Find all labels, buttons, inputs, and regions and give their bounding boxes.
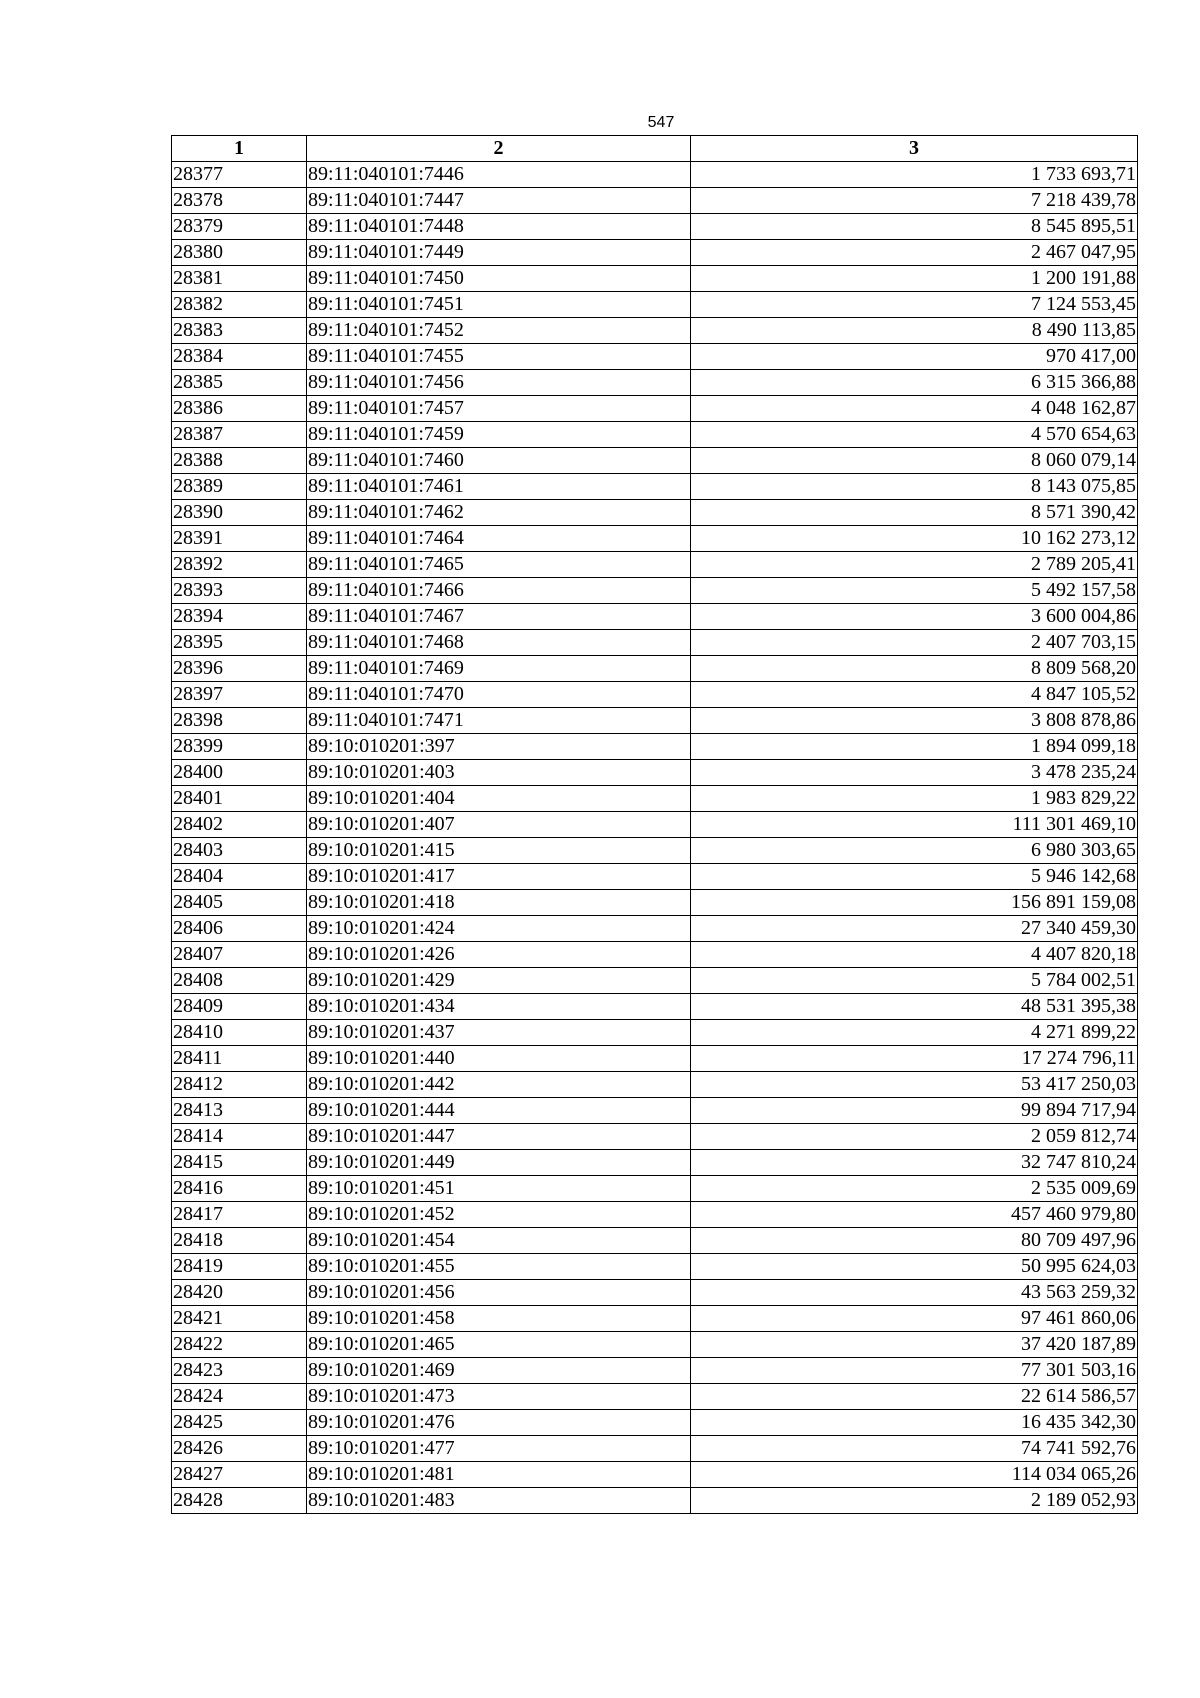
table-row [172,994,1138,1020]
table-row [172,526,1138,552]
cadastral-number-cell: 89:11:040101:7470 [307,682,691,708]
value-cell: 6 980 303,65 [691,838,1138,864]
table-row [172,1410,1138,1436]
value-cell: 10 162 273,12 [691,526,1138,552]
row-number-cell: 28420 [172,1280,307,1306]
table-row [172,1488,1138,1514]
value-cell: 2 059 812,74 [691,1124,1138,1150]
row-number-cell: 28378 [172,188,307,214]
page-number: 547 [647,114,675,131]
cadastral-number-cell: 89:11:040101:7456 [307,370,691,396]
table-body [172,162,1138,1514]
table-row [172,968,1138,994]
row-number-cell: 28417 [172,1202,307,1228]
table-header [172,136,1138,162]
row-number-cell: 28393 [172,578,307,604]
row-number-cell: 28425 [172,1410,307,1436]
table-row [172,1280,1138,1306]
table-row [172,422,1138,448]
row-number-cell: 28416 [172,1176,307,1202]
table-row [172,1098,1138,1124]
row-number-cell: 28379 [172,214,307,240]
cadastral-number-cell: 89:10:010201:469 [307,1358,691,1384]
row-number-cell: 28403 [172,838,307,864]
cadastral-number-cell: 89:10:010201:404 [307,786,691,812]
value-cell: 7 124 553,45 [691,292,1138,318]
row-number-cell: 28392 [172,552,307,578]
row-number-cell: 28382 [172,292,307,318]
row-number-cell: 28407 [172,942,307,968]
value-cell: 32 747 810,24 [691,1150,1138,1176]
cadastral-number-cell: 89:11:040101:7452 [307,318,691,344]
cadastral-number-cell: 89:11:040101:7459 [307,422,691,448]
cadastral-number-cell: 89:11:040101:7462 [307,500,691,526]
value-cell: 8 143 075,85 [691,474,1138,500]
value-cell: 111 301 469,10 [691,812,1138,838]
value-cell: 2 535 009,69 [691,1176,1138,1202]
value-cell: 50 995 624,03 [691,1254,1138,1280]
value-cell: 114 034 065,26 [691,1462,1138,1488]
cadastral-number-cell: 89:11:040101:7457 [307,396,691,422]
value-cell: 8 571 390,42 [691,500,1138,526]
cadastral-number-cell: 89:10:010201:440 [307,1046,691,1072]
table-row [172,552,1138,578]
value-cell: 99 894 717,94 [691,1098,1138,1124]
value-cell: 16 435 342,30 [691,1410,1138,1436]
cadastral-number-cell: 89:10:010201:481 [307,1462,691,1488]
table-row [172,734,1138,760]
cadastral-number-cell: 89:11:040101:7461 [307,474,691,500]
row-number-cell: 28428 [172,1488,307,1514]
cadastral-number-cell: 89:11:040101:7455 [307,344,691,370]
table-row [172,1202,1138,1228]
value-cell: 97 461 860,06 [691,1306,1138,1332]
row-number-cell: 28390 [172,500,307,526]
cadastral-number-cell: 89:10:010201:447 [307,1124,691,1150]
column-header-3: 3 [691,136,1138,162]
cadastral-number-cell: 89:10:010201:456 [307,1280,691,1306]
row-number-cell: 28413 [172,1098,307,1124]
value-cell: 4 570 654,63 [691,422,1138,448]
row-number-cell: 28383 [172,318,307,344]
value-cell: 8 809 568,20 [691,656,1138,682]
value-cell: 4 048 162,87 [691,396,1138,422]
cadastral-number-cell: 89:10:010201:451 [307,1176,691,1202]
value-cell: 2 189 052,93 [691,1488,1138,1514]
row-number-cell: 28385 [172,370,307,396]
table-row [172,1332,1138,1358]
value-cell: 7 218 439,78 [691,188,1138,214]
value-cell: 4 271 899,22 [691,1020,1138,1046]
cadastral-number-cell: 89:10:010201:417 [307,864,691,890]
value-cell: 1 200 191,88 [691,266,1138,292]
data-table [171,135,1138,1514]
value-cell: 3 600 004,86 [691,604,1138,630]
value-cell: 8 060 079,14 [691,448,1138,474]
row-number-cell: 28409 [172,994,307,1020]
cadastral-number-cell: 89:11:040101:7449 [307,240,691,266]
cadastral-number-cell: 89:10:010201:434 [307,994,691,1020]
table-row [172,786,1138,812]
row-number-cell: 28388 [172,448,307,474]
value-cell: 4 847 105,52 [691,682,1138,708]
table-row [172,1306,1138,1332]
row-number-cell: 28395 [172,630,307,656]
row-number-cell: 28400 [172,760,307,786]
value-cell: 5 946 142,68 [691,864,1138,890]
column-header-1: 1 [172,136,307,162]
cadastral-number-cell: 89:10:010201:455 [307,1254,691,1280]
table-row [172,344,1138,370]
value-cell: 74 741 592,76 [691,1436,1138,1462]
table-row [172,864,1138,890]
table-row [172,1254,1138,1280]
row-number-cell: 28410 [172,1020,307,1046]
table-row [172,214,1138,240]
table-row [172,474,1138,500]
table-row [172,1358,1138,1384]
table-row [172,1150,1138,1176]
row-number-cell: 28401 [172,786,307,812]
row-number-cell: 28426 [172,1436,307,1462]
value-cell: 1 894 099,18 [691,734,1138,760]
table-row [172,318,1138,344]
table-row [172,708,1138,734]
row-number-cell: 28411 [172,1046,307,1072]
table-row [172,266,1138,292]
cadastral-number-cell: 89:10:010201:437 [307,1020,691,1046]
row-number-cell: 28415 [172,1150,307,1176]
cadastral-number-cell: 89:10:010201:477 [307,1436,691,1462]
value-cell: 80 709 497,96 [691,1228,1138,1254]
value-cell: 43 563 259,32 [691,1280,1138,1306]
value-cell: 48 531 395,38 [691,994,1138,1020]
value-cell: 22 614 586,57 [691,1384,1138,1410]
value-cell: 156 891 159,08 [691,890,1138,916]
table-row [172,890,1138,916]
table-row [172,838,1138,864]
value-cell: 1 983 829,22 [691,786,1138,812]
value-cell: 37 420 187,89 [691,1332,1138,1358]
value-cell: 1 733 693,71 [691,162,1138,188]
row-number-cell: 28418 [172,1228,307,1254]
value-cell: 5 492 157,58 [691,578,1138,604]
table-row [172,630,1138,656]
cadastral-number-cell: 89:11:040101:7471 [307,708,691,734]
row-number-cell: 28387 [172,422,307,448]
cadastral-number-cell: 89:10:010201:476 [307,1410,691,1436]
cadastral-number-cell: 89:10:010201:452 [307,1202,691,1228]
row-number-cell: 28380 [172,240,307,266]
row-number-cell: 28406 [172,916,307,942]
cadastral-number-cell: 89:10:010201:415 [307,838,691,864]
row-number-cell: 28389 [172,474,307,500]
table-row [172,682,1138,708]
table-row [172,812,1138,838]
row-number-cell: 28386 [172,396,307,422]
value-cell: 5 784 002,51 [691,968,1138,994]
cadastral-number-cell: 89:10:010201:483 [307,1488,691,1514]
value-cell: 8 545 895,51 [691,214,1138,240]
cadastral-number-cell: 89:10:010201:458 [307,1306,691,1332]
cadastral-number-cell: 89:11:040101:7451 [307,292,691,318]
table-row [172,1046,1138,1072]
row-number-cell: 28399 [172,734,307,760]
row-number-cell: 28391 [172,526,307,552]
cadastral-number-cell: 89:10:010201:397 [307,734,691,760]
value-cell: 4 407 820,18 [691,942,1138,968]
table-row [172,656,1138,682]
value-cell: 17 274 796,11 [691,1046,1138,1072]
row-number-cell: 28398 [172,708,307,734]
table-row [172,1462,1138,1488]
cadastral-number-cell: 89:10:010201:442 [307,1072,691,1098]
cadastral-number-cell: 89:11:040101:7446 [307,162,691,188]
value-cell: 3 808 878,86 [691,708,1138,734]
cadastral-number-cell: 89:10:010201:454 [307,1228,691,1254]
row-number-cell: 28412 [172,1072,307,1098]
value-cell: 2 467 047,95 [691,240,1138,266]
row-number-cell: 28381 [172,266,307,292]
value-cell: 3 478 235,24 [691,760,1138,786]
table-row [172,500,1138,526]
table-row [172,942,1138,968]
row-number-cell: 28396 [172,656,307,682]
cadastral-number-cell: 89:11:040101:7460 [307,448,691,474]
cadastral-number-cell: 89:10:010201:449 [307,1150,691,1176]
cadastral-number-cell: 89:11:040101:7447 [307,188,691,214]
row-number-cell: 28421 [172,1306,307,1332]
table-row [172,1176,1138,1202]
value-cell: 970 417,00 [691,344,1138,370]
cadastral-number-cell: 89:11:040101:7465 [307,552,691,578]
table-row [172,604,1138,630]
cadastral-number-cell: 89:10:010201:429 [307,968,691,994]
row-number-cell: 28423 [172,1358,307,1384]
table-row [172,396,1138,422]
cadastral-number-cell: 89:11:040101:7467 [307,604,691,630]
row-number-cell: 28404 [172,864,307,890]
row-number-cell: 28422 [172,1332,307,1358]
row-number-cell: 28414 [172,1124,307,1150]
table-row [172,578,1138,604]
table-row [172,188,1138,214]
table-row [172,240,1138,266]
row-number-cell: 28419 [172,1254,307,1280]
table-row [172,1228,1138,1254]
table-row [172,370,1138,396]
row-number-cell: 28397 [172,682,307,708]
cadastral-number-cell: 89:10:010201:465 [307,1332,691,1358]
table-row [172,916,1138,942]
row-number-cell: 28394 [172,604,307,630]
header-row [172,136,1138,162]
cadastral-number-cell: 89:10:010201:407 [307,812,691,838]
cadastral-number-cell: 89:10:010201:424 [307,916,691,942]
table-row [172,1072,1138,1098]
cadastral-number-cell: 89:11:040101:7466 [307,578,691,604]
value-cell: 8 490 113,85 [691,318,1138,344]
row-number-cell: 28427 [172,1462,307,1488]
row-number-cell: 28384 [172,344,307,370]
table-row [172,1020,1138,1046]
cadastral-number-cell: 89:10:010201:473 [307,1384,691,1410]
cadastral-number-cell: 89:11:040101:7448 [307,214,691,240]
row-number-cell: 28377 [172,162,307,188]
value-cell: 53 417 250,03 [691,1072,1138,1098]
cadastral-number-cell: 89:10:010201:403 [307,760,691,786]
value-cell: 2 407 703,15 [691,630,1138,656]
cadastral-number-cell: 89:11:040101:7450 [307,266,691,292]
table-row [172,1384,1138,1410]
table-row [172,292,1138,318]
value-cell: 77 301 503,16 [691,1358,1138,1384]
row-number-cell: 28405 [172,890,307,916]
cadastral-number-cell: 89:11:040101:7469 [307,656,691,682]
cadastral-number-cell: 89:11:040101:7468 [307,630,691,656]
row-number-cell: 28402 [172,812,307,838]
table-row [172,1436,1138,1462]
row-number-cell: 28408 [172,968,307,994]
cadastral-number-cell: 89:10:010201:418 [307,890,691,916]
row-number-cell: 28424 [172,1384,307,1410]
column-header-2: 2 [307,136,691,162]
cadastral-number-cell: 89:10:010201:444 [307,1098,691,1124]
value-cell: 6 315 366,88 [691,370,1138,396]
table-row [172,162,1138,188]
cadastral-number-cell: 89:11:040101:7464 [307,526,691,552]
table-row [172,760,1138,786]
value-cell: 457 460 979,80 [691,1202,1138,1228]
table-row [172,1124,1138,1150]
value-cell: 27 340 459,30 [691,916,1138,942]
value-cell: 2 789 205,41 [691,552,1138,578]
table-row [172,448,1138,474]
cadastral-number-cell: 89:10:010201:426 [307,942,691,968]
